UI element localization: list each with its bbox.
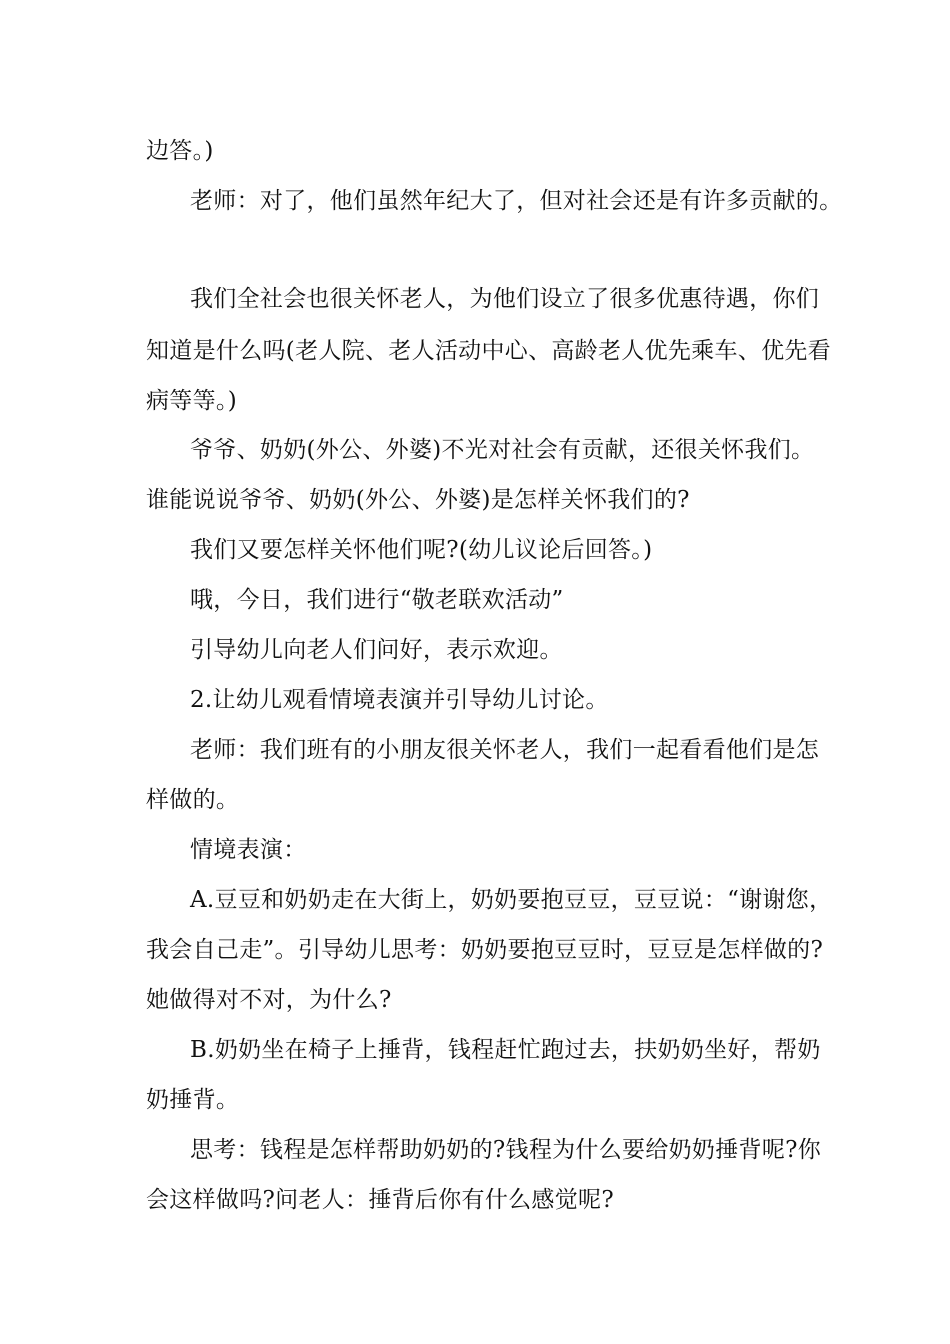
text-line: 病等等。) <box>146 388 237 414</box>
text-line: A.豆豆和奶奶走在大街上，奶奶要抱豆豆，豆豆说：“谢谢您， <box>190 887 833 913</box>
text-line: 奶捶背。 <box>146 1087 240 1113</box>
text-line: 我会自己走”。引导幼儿思考：奶奶要抱豆豆时，豆豆是怎样做的? <box>146 937 824 963</box>
text-line: 老师：我们班有的小朋友很关怀老人，我们一起看看他们是怎 <box>190 737 820 763</box>
text-line: 会这样做吗?问老人：捶背后你有什么感觉呢? <box>146 1187 614 1213</box>
text-line: 她做得对不对，为什么? <box>146 987 392 1013</box>
text-line: 我们又要怎样关怀他们呢?(幼儿议论后回答。) <box>190 537 653 563</box>
text-line: 谁能说说爷爷、奶奶(外公、外婆)是怎样关怀我们的? <box>146 487 690 513</box>
text-line: 边答。) <box>146 138 214 164</box>
text-line: 老师：对了，他们虽然年纪大了，但对社会还是有许多贡献的。 <box>190 188 843 214</box>
text-line: 情境表演： <box>190 837 307 863</box>
text-line: 思考：钱程是怎样帮助奶奶的?钱程为什么要给奶奶捶背呢?你 <box>190 1137 822 1163</box>
text-line: 2.让幼儿观看情境表演并引导幼儿讨论。 <box>190 687 609 713</box>
text-line: 知道是什么吗(老人院、老人活动中心、高龄老人优先乘车、优先看 <box>146 338 831 364</box>
text-line: B.奶奶坐在椅子上捶背，钱程赶忙跑过去，扶奶奶坐好，帮奶 <box>190 1037 821 1063</box>
text-line: 引导幼儿向老人们问好，表示欢迎。 <box>190 637 563 663</box>
text-line: 样做的。 <box>146 787 240 813</box>
text-line: 哦，今日，我们进行“敬老联欢活动” <box>190 587 564 613</box>
text-line: 我们全社会也很关怀老人，为他们设立了很多优惠待遇，你们 <box>190 286 820 312</box>
text-line: 爷爷、奶奶(外公、外婆)不光对社会有贡献，还很关怀我们。 <box>190 437 815 463</box>
